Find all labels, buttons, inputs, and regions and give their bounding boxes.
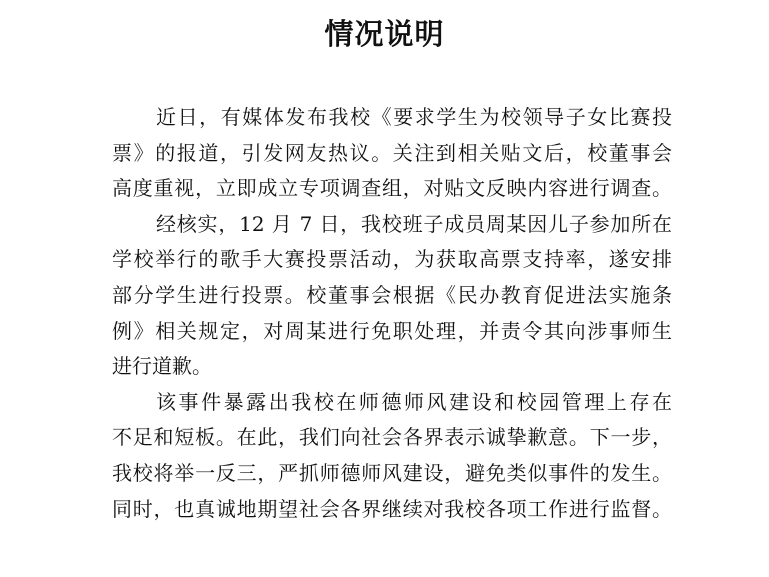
paragraph-3-line-3: 我校将举一反三，严抓师德师风建设，避免类似事件的发生。 bbox=[112, 460, 672, 485]
paragraph-2-line-4: 例》相关规定，对周某进行免职处理，并责令其向涉事师生 bbox=[112, 318, 672, 343]
document-title: 情况说明 bbox=[324, 17, 445, 51]
paragraph-1-line-1: 近日，有媒体发布我校《要求学生为校领导子女比赛投 bbox=[156, 105, 672, 129]
paragraph-2-line-5: 进行道歉。 bbox=[112, 354, 212, 379]
paragraph-3-line-2: 不足和短板。在此，我们向社会各界表示诚挚歉意。下一步， bbox=[112, 425, 672, 450]
paragraph-2-line-1: 经核实，12 月 7 日，我校班子成员周某因儿子参加所在 bbox=[156, 211, 672, 236]
paragraph-1-line-2: 票》的报道，引发网友热议。关注到相关贴文后，校董事会 bbox=[112, 140, 672, 165]
document-body bbox=[112, 100, 672, 527]
paragraph-2-line-2: 学校举行的歌手大赛投票活动，为获取高票支持率，遂安排 bbox=[112, 247, 672, 272]
paragraph-2-line-3: 部分学生进行投票。校董事会根据《民办教育促进法实施条 bbox=[112, 282, 672, 307]
paragraph-1-line-3: 高度重视，立即成立专项调查组，对贴文反映内容进行调查。 bbox=[112, 176, 672, 201]
paragraph-3-line-4: 同时，也真诚地期望社会各界继续对我校各项工作进行监督。 bbox=[112, 496, 672, 521]
paragraph-3-line-1: 该事件暴露出我校在师德师风建设和校园管理上存在 bbox=[156, 389, 672, 414]
